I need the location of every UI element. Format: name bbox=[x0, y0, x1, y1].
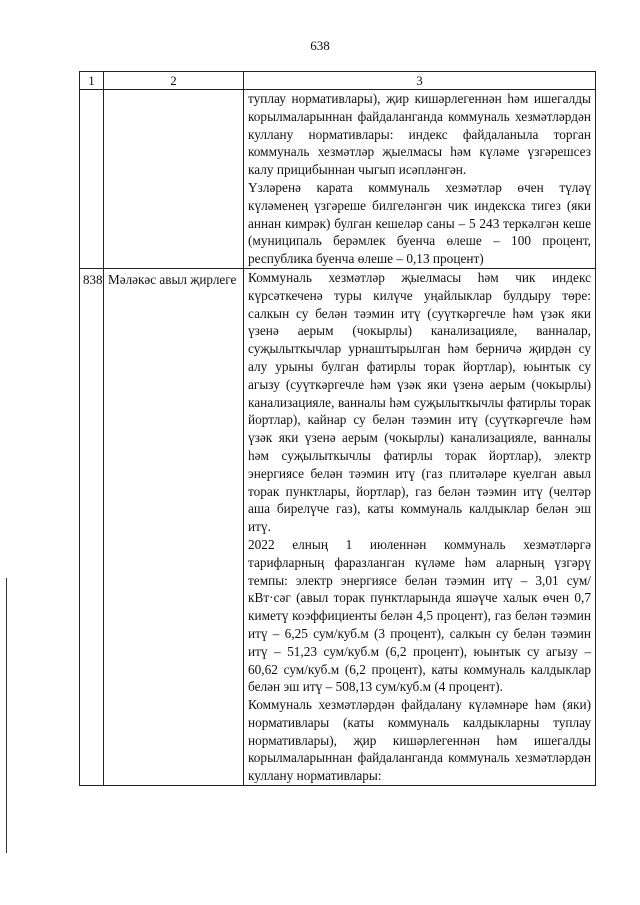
header-col-2: 2 bbox=[104, 72, 244, 90]
row-number-cell bbox=[80, 90, 104, 269]
row-number-cell: 838 bbox=[80, 268, 104, 785]
description-cell bbox=[244, 90, 596, 269]
header-col-3: 3 bbox=[244, 72, 596, 90]
table-row-continuation bbox=[80, 90, 596, 269]
table-header-row bbox=[80, 72, 596, 90]
page-number: 638 bbox=[310, 38, 330, 53]
scan-edge-line bbox=[6, 578, 7, 853]
document-table bbox=[79, 71, 596, 786]
settlement-name-cell bbox=[104, 90, 244, 269]
description-paragraph: Үзләренә карата коммуналь хезмәтләр өчен түләү күләменең үзгәреше билгеләнгән чик индекска тигез (яки аннан кимрәк) булган кешеләр саны – 5 243 теркәлгән кеше (муниципаль берәмлек буенча өлеше – 100 процент, республика буенча өлеше – 0,13 процент) bbox=[248, 179, 591, 267]
description-paragraph: туплау нормативлары), җир кишәрлегеннән һәм ишегалды корылмаларыннан файдаланганда коммуналь хезмәтләрдән куллану нормативлары: индекс файдаланыла торган коммуналь хезмәтләр җыелмасы һәм күләме үзгәрешсез калу прицибыннан чыгып исәпләнгән. bbox=[248, 91, 591, 178]
table-row-838 bbox=[80, 268, 596, 785]
settlement-name-cell: Мәләкәс авыл җирлеге bbox=[104, 268, 244, 785]
description-paragraph: Коммуналь хезмәтләрдән файдалану күләмнәре һәм (яки) нормативлары (каты коммуналь калдыкларны туплау нормативлары), җир кишәрлегеннән һәм ишегалды корылмаларыннан файдаланганда коммуналь хезмәтләрдән куллану нормативлары: bbox=[248, 697, 591, 784]
header-col-1: 1 bbox=[80, 72, 104, 90]
description-paragraph: Коммуналь хезмәтләр җыелмасы һәм чик индекс күрсәткеченә туры килүче уңайлыклар булдыру төре: салкын су белән тәэмин итү (суүткәргечле һәм үзәк яки үзенә аерым (чокырлы) канализацияле, ванналар, суҗылыткычлар урнаштырылган һәм берничә җирдән су алу урыны булган фатирлы торак йортлар), юынтык су агызу (суүткәргечле һәм үзәк яки үзенә аерым (чокырлы) канализацияле, ванналы һәм суҗылыткычлы фатирлы торак йортлар), кайнар су белән тәэмин итү (суүткәргечле һәм үзәк яки үзенә аерым (чокырлы) канализацияле, ванналы һәм суҗылыткычлы фатирлы торак йортлар), электр энергиясе белән тәэмин итү (газ плитәләре куелган авыл торак пунктлары, йортлар), газ белән тәэмин итү (челтәр аша бирелүче газ), каты коммуналь калдыклар белән эш итү. bbox=[248, 269, 591, 535]
description-paragraph: 2022 елның 1 июленнән коммуналь хезмәтләргә тарифларның фаразланган күләме һәм аларның үзгәрү темпы: электр энергиясе белән тәэмин итү – 3,01 сум/кВт·сәг (авыл торак пунктларында яшәүче халык өчен 0,7 киметү коэффициенты белән 4,5 процент), газ белән тәэмин итү – 6,25 сум/куб.м (3 процент), салкын су белән тәэмин итү – 51,23 сум/куб.м (6,2 процент), юынтык су агызу – 60,62 сум/куб.м (6,2 процент), каты коммуналь калдыклар белән эш итү – 508,13 сум/куб.м (4 процент). bbox=[248, 536, 591, 695]
description-cell bbox=[244, 268, 596, 785]
